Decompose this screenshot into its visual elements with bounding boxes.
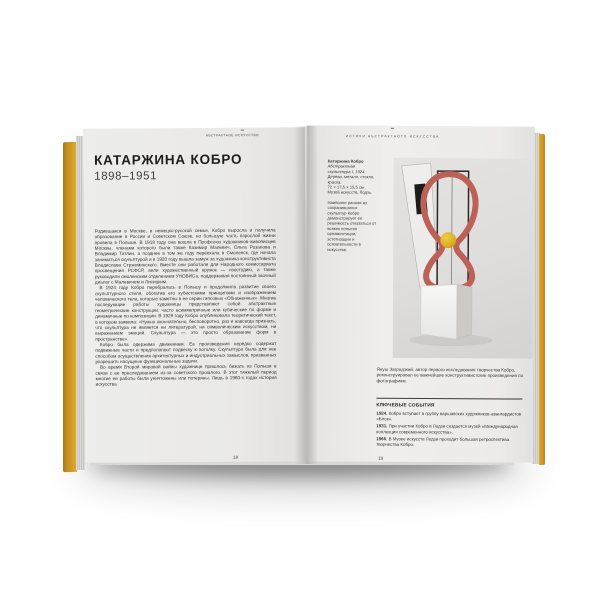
biography-text [95, 227, 278, 546]
sculpture-illustration [393, 158, 534, 359]
left-page [83, 127, 307, 463]
ornament-mark [391, 128, 394, 129]
biography-paragraph: В 1924 году Кобро перебралась в Польшу и продолжила развитие своего скульптурного стиля, обогатив его кубистскими принципами и изображением человеческого тела, которые заметны в ее серии гипсовых «Обнаженных». Многие последующие работы художницы представляют собой абстрактные геометрические конструкции, часто асимметричные или кубические по форме и динамичные по композиции. В 1929 году Кобро опубликовала теоретический текст, в котором заявила: «Нужно окончательно, бесповоротно, раз и навсегда признать, что скульптура не является ни литературой, ни символическим искусством, ни выражением эмоций. Скульптура — это просто образование форм в пространстве». [94, 284, 277, 342]
caption-description: Наиболее ранняя из сохранившихся скульптур Кобро демонстрирует ее решимость отказаться от всяких попыток орнаментации, эстетизации и осязательности в искусстве. [327, 199, 377, 252]
running-head-left [183, 134, 259, 142]
caption-work-title: Абстрактная скульптура I, 1924. [327, 163, 366, 175]
event-year: 1924. [376, 410, 388, 416]
caption-materials: Дерево, металл, стекло, краска. [327, 174, 375, 185]
vertical-rod [452, 171, 453, 289]
event-text: При участии Кобро в Лодзи создается музей «Международная коллекция современного искусства». [376, 423, 518, 435]
pedestal-side [457, 285, 472, 340]
biography-paragraph: Кобро была одержима движением. Ее произведения нередко содержат подвижные части и предполагают подвеску к потолку. Скульптура была для нее способом осуществления архитектурных и индустриальных замыслов, призванных разрешить насущные функциональные задачи. [95, 340, 277, 365]
caption-artist: Катаржина Кобро [327, 158, 364, 164]
book-cover-edge-right [539, 134, 545, 465]
key-event [376, 436, 527, 448]
page-number-left: 18 [233, 454, 239, 460]
caption-museum: Музей искусств, Лодзь. [327, 189, 373, 195]
biography-paragraph: Родившаяся в Москве, в немецко-русской семье, Кобро выросла и получила образование в России и Советском Союзе, но большую часть взрослой жизни провела в Польше. В 1918 году она вошла в Профсоюз художников-живописцев Москвы, членами которого были также Казимир Малевич, Ольга Розанова и Владимир Татлин, а позднее в том же году переехала в Смоленск, где начала заниматься скульптурой и в 1920 году вышла замуж за художника-конструктивиста Владислава Стржеминского. Вместе они работали для Народного комиссариата просвещения РСФСР, вели художественный кружок — изостудию, а также руководили смоленским отделением УНОВИСа, поддерживая постоянный заочный диалог с Малевичем и Лисицким. [94, 227, 276, 285]
artwork-photo [393, 158, 534, 359]
yellow-sphere [440, 232, 456, 248]
page-title: КАТАРЖИНА КОБРО [94, 151, 243, 168]
artwork-caption [327, 159, 378, 346]
key-events-heading: КЛЮЧЕВЫЕ СОБЫТИЯ [376, 401, 435, 408]
key-event [376, 423, 527, 435]
key-event [376, 411, 527, 423]
event-year: 1966. [376, 436, 388, 442]
page-number-right: 19 [378, 455, 384, 461]
event-text: Кобро вступает в группу варшавских художников-авангардистов «Блок». [376, 410, 522, 422]
caption-dimensions: 72 × 17,5 × 15,5 см [327, 184, 364, 190]
running-head-right [346, 135, 506, 143]
key-events-list [376, 411, 527, 488]
event-text: В Музее искусств Лодзи проходит большая ретроспектива творчества Кобро. [376, 436, 510, 447]
researcher-note: Януш Загродзкий, автор первого исследования творчества Кобро, реконструировал ее важнейшие конструктивистские произведения по фотографиям. [376, 366, 524, 384]
right-page [305, 125, 535, 462]
ornament-mark [241, 130, 244, 131]
book-gutter [295, 126, 317, 464]
artist-years: 1898–1951 [94, 170, 158, 183]
pedestal-front [421, 285, 457, 340]
book-cover-edge-left [63, 142, 77, 472]
event-year: 1931. [376, 423, 388, 429]
biography-paragraph: Во время Второй мировой войны художнице пришлось бежать из Польши в связи с ее преследованием из-за советского прошлого. В этот тяжелый период многие ее работы были уничтожены или потеряны. Лишь в 1960-х годах история искусства [95, 363, 277, 387]
running-head-right-text: ИСТОКИ АБСТРАКТНОГО ИСКУССТВА [345, 134, 440, 139]
running-head-left-text: АБСТРАКТНОЕ ИСКУССТВО [205, 133, 259, 138]
